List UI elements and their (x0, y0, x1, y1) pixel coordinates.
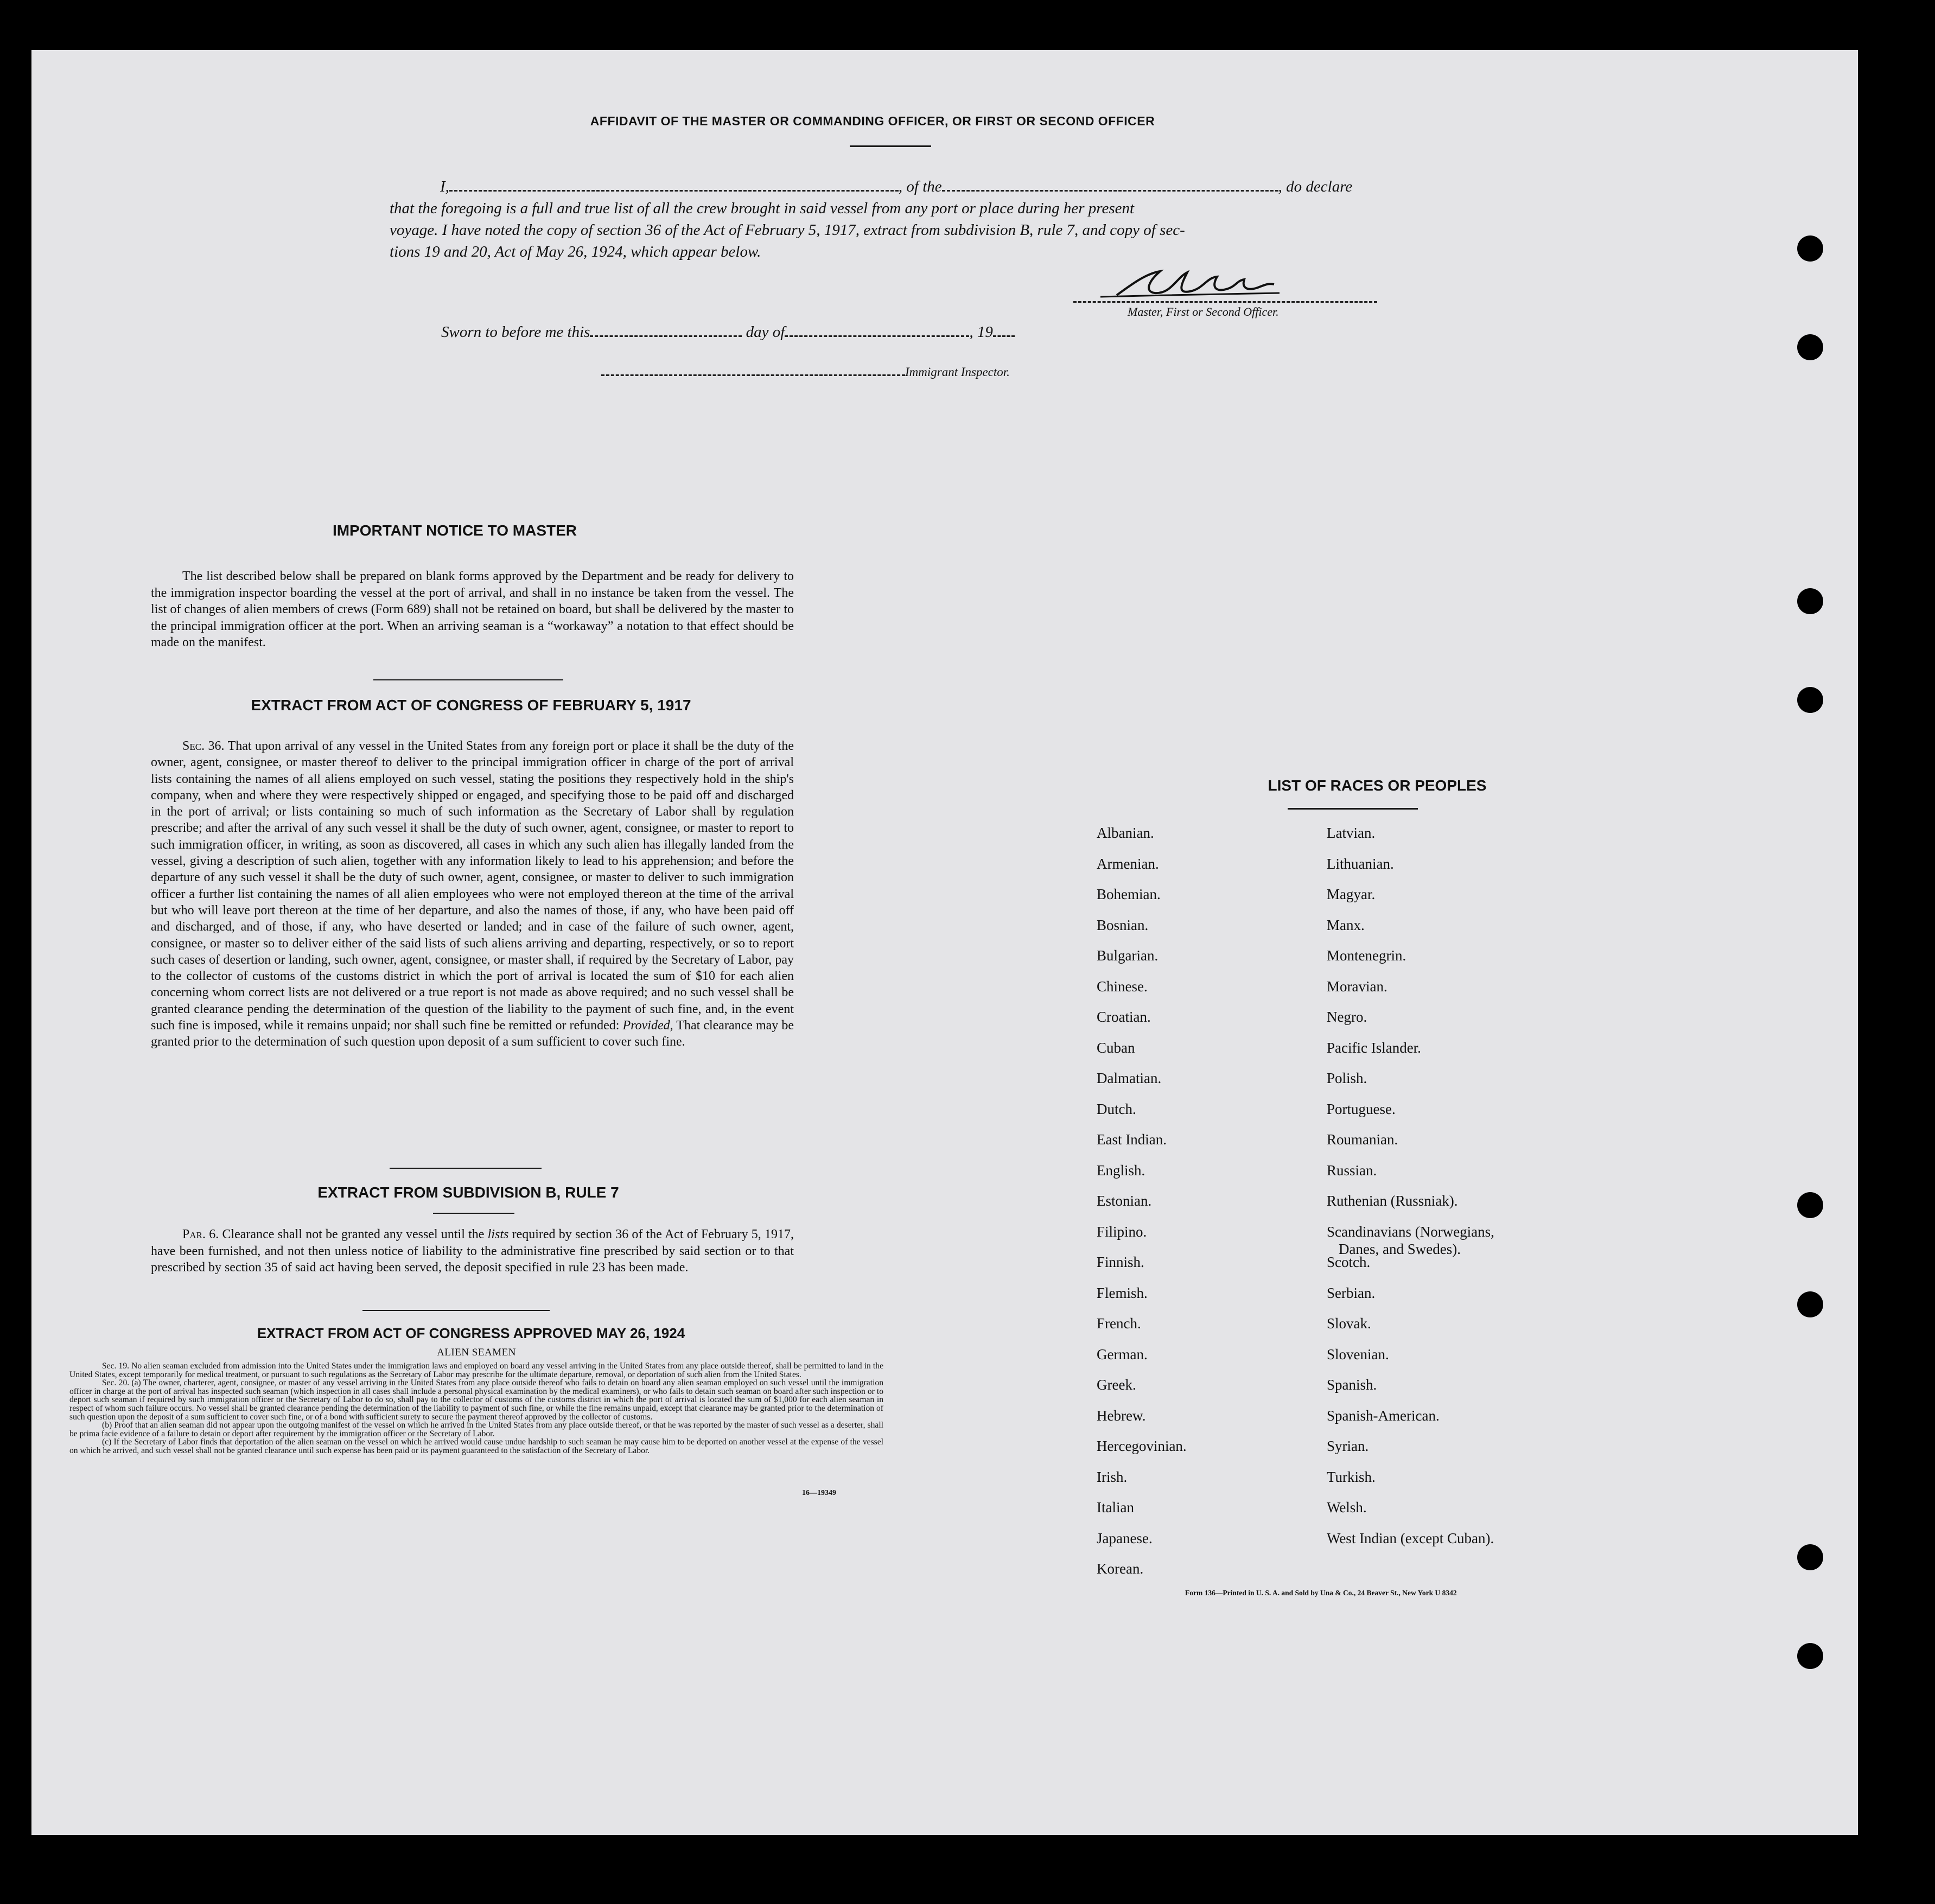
race-item: Scotch. (1327, 1254, 1371, 1270)
paragraph-text: Clearance shall not be granted any vessel until the (222, 1227, 485, 1241)
printer-imprint: Form 136—Printed in U. S. A. and Sold by Una & Co., 24 Beaver St., New York U 8342 (1185, 1589, 1457, 1597)
race-item: German. (1097, 1346, 1148, 1362)
race-item: Roumanian. (1327, 1131, 1398, 1148)
extract-1917-body (151, 738, 794, 1050)
race-item: Slovenian. (1327, 1346, 1389, 1362)
affidavit-body-line: tions 19 and 20, Act of May 26, 1924, which appear below. (390, 243, 761, 260)
punch-hole (1797, 334, 1823, 360)
race-item: Korean. (1097, 1561, 1144, 1577)
inspector-blank (601, 365, 905, 376)
race-item: Cuban (1097, 1039, 1135, 1056)
sec-19-text: Sec. 19. No alien seaman excluded from admission into the United States under the immigration laws and employed on board any vessel arriving in the United States from any place outside thereof, shall be permitted to land in the United States, except temporarily for medical treatment, or pursuant to such regulations as the Secretary of Labor may prescribe for the ultimate departure, removal, or deportation of such alien from the United States. (69, 1361, 883, 1379)
title-divider (850, 145, 931, 147)
section-text: That upon arrival of any vessel in the United States from any foreign port or place it shall be the duty of the owner, agent, consignee, or master thereof to deliver to the principal immigration officer in charge of the port of arrival lists containing the names of all aliens employed on such vessel, stating the positions they respectively hold in the ship's company, when and where they were respectively shipped or engaged, and specifying those to be paid off and discharged in the port of arrival; or lists containing so much of such information as the Secretary of Labor shall by regulation prescribe; and after the arrival of any such vessel it shall be the duty of such owner, agent, consignee, or master to report to such immigration officer, in writing, as soon as discovered, all cases in which any such alien has illegally landed from the vessel, giving a description of such alien, together with any information likely to lead to his apprehension; and before the departure of any such vessel it shall be the duty of such owner, agent, consignee, or master to deliver to such immigration officer a further list containing the names of all alien employees who were not employed thereon at the time of the arrival but who will leave port thereon at the time of her departure, and also the names of those, if any, who have been paid off and discharged, and of those, if any, who have deserted or landed; and in case of the failure of such owner, agent, consignee, or master so to deliver either of the said lists of such aliens arriving and departing, respectively, or so to report such cases of desertion or landing, such owner, agent, consignee, or master shall, if required by the Secretary of Labor, pay to the collector of customs of the customs district in which the port of arrival is located the sum of $10 for each alien concerning whom correct lists are not delivered or a true report is not made as above required; and no such vessel shall be granted clearance pending the determination of the question of the liability to the payment of such fine, and, in the event such fine is imposed, while it remains unpaid; nor shall such fine be remitted or refunded: (151, 739, 794, 1033)
race-item: Russian. (1327, 1162, 1377, 1179)
extract-1924-body (69, 1362, 883, 1455)
signature-line (1073, 301, 1377, 303)
race-item: Negro. (1327, 1009, 1367, 1025)
signature (1095, 262, 1355, 310)
race-item: Estonian. (1097, 1193, 1152, 1209)
race-item: Slovak. (1327, 1315, 1371, 1332)
paragraph-label: Par. 6. (182, 1227, 219, 1241)
race-item: Armenian. (1097, 855, 1159, 872)
divider (390, 1168, 542, 1169)
provided-word: Provided, (622, 1018, 673, 1033)
race-item: English. (1097, 1162, 1145, 1179)
races-title: LIST OF RACES OR PEOPLES (1268, 777, 1487, 794)
section-label: Sec. 36. (182, 739, 225, 753)
race-item: French. (1097, 1315, 1141, 1332)
affidavit-do-declare: , do declare (1278, 178, 1353, 195)
race-item: Spanish-American. (1327, 1407, 1440, 1424)
race-item: Bulgarian. (1097, 947, 1159, 964)
race-item: Chinese. (1097, 978, 1148, 995)
race-item: Greek. (1097, 1377, 1136, 1393)
document-page (31, 50, 1858, 1835)
race-item: Japanese. (1097, 1530, 1153, 1546)
lists-word: lists (487, 1227, 509, 1241)
race-item: West Indian (except Cuban). (1327, 1530, 1494, 1546)
race-item: Bohemian. (1097, 886, 1161, 902)
master-label: Master, First or Second Officer. (1128, 305, 1279, 319)
race-item: Moravian. (1327, 978, 1387, 995)
race-item: Albanian. (1097, 825, 1154, 841)
notice-title: IMPORTANT NOTICE TO MASTER (332, 522, 577, 539)
sworn-date-blank (590, 321, 742, 337)
punch-hole (1797, 1192, 1823, 1218)
affidavit-body (390, 198, 1442, 263)
affidavit-body-line: voyage. I have noted the copy of section 36 of the Act of February 5, 1917, extract from subdivision B, rule 7, and copy of sec- (390, 221, 1185, 239)
race-item: Danes, and Swedes). (1339, 1240, 1461, 1257)
race-item: Dalmatian. (1097, 1070, 1162, 1086)
race-item: Bosnian. (1097, 916, 1149, 933)
race-item: Portuguese. (1327, 1100, 1396, 1117)
race-item: Latvian. (1327, 825, 1376, 841)
race-item: Serbian. (1327, 1284, 1376, 1301)
affidavit-i: I, (440, 178, 449, 195)
race-item: Hebrew. (1097, 1407, 1146, 1424)
race-item: Flemish. (1097, 1284, 1148, 1301)
affidavit-body-line: that the foregoing is a full and true list of all the crew brought in said vessel from any port or place during her present (390, 200, 1135, 217)
extract-1917-title: EXTRACT FROM ACT OF CONGRESS OF FEBRUARY 5, 1917 (251, 697, 691, 714)
sec-20c-text: (c) If the Secretary of Labor finds that deportation of the alien seaman on the vessel on which he arrived would cause undue hardship to such seaman he may cause him to be deported on another vessel at the expense of the vessel on which he arrived, and such vessel shall not be granted clearance until such expense has been paid or its payment guaranteed to the satisfaction of the Secretary of Labor. (69, 1437, 883, 1455)
race-item: East Indian. (1097, 1131, 1167, 1148)
divider (433, 1213, 514, 1214)
race-item: Magyar. (1327, 886, 1376, 902)
inspector-label: Immigrant Inspector. (905, 365, 1010, 379)
subdivision-body (151, 1226, 794, 1276)
sec-20a-text: Sec. 20. (a) The owner, charterer, agent, consignee, or master of any vessel arriving in the United States from any place outside thereof who fails to detain on board any alien seaman employed on such vessel until the immigration officer in charge at the port of arrival has inspected such seaman (which inspection in all cases shall include a personal physical examination by the medical examiners), or who fails to detain such seaman on board after such inspection or to deport such seaman if required by such immigration officer or the Secretary of Labor to do so, shall pay to the collector of customs of the customs district in which the port of arrival is located the sum of $1,000 for each alien seaman in respect of whom such failure occurs. No vessel shall be granted clearance pending the determination of the liability to payment of such fine, or while the fine remains unpaid, except that clearance may be granted prior to the determination of such question upon the deposit of a sum sufficient to cover such fine, or of a bond with sufficient surety to secure the payment thereof approved by the collector of customs. (69, 1378, 883, 1422)
race-item: Filipino. (1097, 1223, 1147, 1240)
vessel-blank (942, 176, 1278, 192)
punch-hole (1797, 1643, 1823, 1669)
section-text-end: That clearance may be granted prior to the determination of such question upon deposit of a sum sufficient to cover such fine. (151, 1018, 794, 1049)
race-item: Polish. (1327, 1070, 1367, 1086)
name-blank (449, 176, 899, 192)
inspector-line (601, 365, 1010, 379)
affidavit-declaration-line (440, 176, 1438, 196)
sworn-month-blank (785, 321, 969, 337)
extract-1924-title: EXTRACT FROM ACT OF CONGRESS APPROVED MAY 26, 1924 (257, 1325, 685, 1341)
race-item: Montenegrin. (1327, 947, 1406, 964)
race-item: Ruthenian (Russniak). (1327, 1193, 1458, 1209)
sworn-prefix: Sworn to before me this (441, 323, 590, 341)
races-right-column (1327, 825, 1652, 1639)
form-number: 16—19349 (802, 1489, 836, 1497)
race-item: Turkish. (1327, 1468, 1376, 1485)
punch-hole (1797, 1291, 1823, 1317)
punch-hole (1797, 1544, 1823, 1570)
race-item: Croatian. (1097, 1009, 1151, 1025)
race-item: Finnish. (1097, 1254, 1144, 1270)
subdivision-title: EXTRACT FROM SUBDIVISION B, RULE 7 (317, 1184, 619, 1201)
sec-20b-text: (b) Proof that an alien seaman did not appear upon the outgoing manifest of the vessel on which he arrived in the United States from any place outside thereof, or that he was reported by the master of such vessel as a deserter, shall be prima facie evidence of a failure to detain or deport after requirement by the immigration officer or the Secretary of Labor. (69, 1421, 883, 1438)
race-item: Manx. (1327, 916, 1365, 933)
divider (373, 679, 563, 680)
sworn-line (441, 321, 1015, 341)
notice-body: The list described below shall be prepared on blank forms approved by the Department and be ready for delivery to the immigration inspector boarding the vessel at the port of arrival, and shall in no instance be taken from the vessel. The list of changes of alien members of crews (Form 689) shall not be retained on board, but shall be delivered by the master to the principal immigration officer at the port. When an arriving seaman is a “workaway” a notation to that effect should be made on the manifest. (151, 569, 794, 649)
race-item: Italian (1097, 1499, 1134, 1515)
race-item: Welsh. (1327, 1499, 1367, 1515)
sworn-year-blank (993, 321, 1015, 337)
sworn-day-of: day of (746, 323, 785, 341)
affidavit-title: AFFIDAVIT OF THE MASTER OR COMMANDING OFFICER, OR FIRST OR SECOND OFFICER (590, 114, 1155, 128)
punch-hole (1797, 588, 1823, 614)
races-left-column (1097, 825, 1314, 1639)
divider (1288, 808, 1418, 810)
race-item: Pacific Islander. (1327, 1039, 1421, 1056)
paragraph-text-end: required by section 36 of the Act of February 5, 1917, have been furnished, and not then unless notice of liability to the administrative fine prescribed by said section or to that prescribed by section 35 of said act having been served, the deposit specified in rule 23 has been made. (151, 1227, 794, 1275)
race-item: Hercegovinian. (1097, 1438, 1187, 1454)
race-item: Syrian. (1327, 1438, 1369, 1454)
race-item: Spanish. (1327, 1377, 1377, 1393)
affidavit-of-the: , of the (898, 178, 942, 195)
divider (362, 1310, 550, 1311)
race-item: Lithuanian. (1327, 855, 1394, 872)
race-item: Scandinavians (Norwegians, (1327, 1223, 1494, 1240)
sworn-year: , 19 (969, 323, 993, 341)
race-item: Dutch. (1097, 1100, 1136, 1117)
race-item: Irish. (1097, 1468, 1128, 1485)
punch-hole (1797, 235, 1823, 262)
punch-hole (1797, 687, 1823, 713)
extract-1924-subtitle: ALIEN SEAMEN (437, 1347, 516, 1358)
